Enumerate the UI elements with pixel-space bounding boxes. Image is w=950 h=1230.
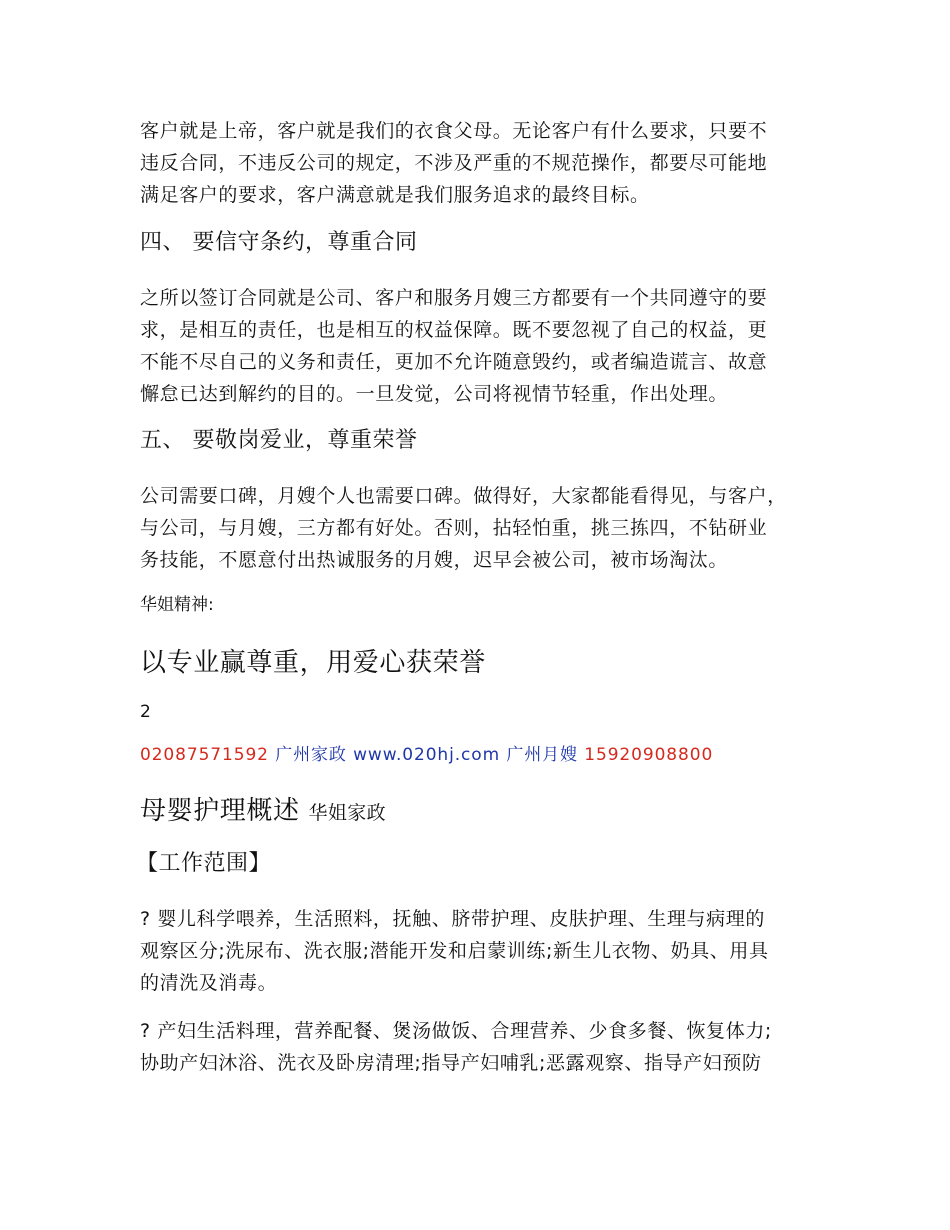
text-line: 与公司，与月嫂，三方都有好处。否则，拈轻怕重，挑三拣四，不钻研业 xyxy=(140,517,768,539)
page-number: 2 xyxy=(140,702,151,722)
contact-label-maternity: 广州月嫂 xyxy=(506,745,578,765)
text-line: 求，是相互的责任，也是相互的权益保障。既不要忽视了自己的权益，更 xyxy=(140,319,768,341)
list-item-infant-care xyxy=(140,903,830,999)
text-line: ? 产妇生活料理，营养配餐、煲汤做饭、合理营养、少食多餐、恢复体力; xyxy=(140,1020,772,1042)
spirit-slogan: 以专业赢尊重，用爱心获荣誉 xyxy=(140,648,486,678)
phone-number-mobile: 15920908800 xyxy=(584,745,714,765)
scope-heading: 【工作范围】 xyxy=(136,851,272,876)
contact-line xyxy=(140,742,830,768)
paragraph-customer-first xyxy=(140,115,830,211)
text-line: 违反合同，不违反公司的规定，不涉及严重的不规范操作，都要尽可能地 xyxy=(140,152,768,174)
spirit-label: 华姐精神: xyxy=(140,595,214,615)
paragraph-reputation xyxy=(140,480,830,576)
text-line: 之所以签订合同就是公司、客户和服务月嫂三方都要有一个共同遵守的要 xyxy=(140,287,768,309)
phone-number-landline: 02087571592 xyxy=(140,745,269,765)
paragraph-contract xyxy=(140,282,830,410)
section-title-text: 母婴护理概述 xyxy=(140,796,300,826)
text-line: 满足客户的要求，客户满意就是我们服务追求的最终目标。 xyxy=(140,184,650,206)
text-line: 懈怠已达到解约的目的。一旦发觉，公司将视情节轻重，作出处理。 xyxy=(140,383,729,405)
contact-label-housekeeping: 广州家政 xyxy=(275,745,347,765)
section-title xyxy=(140,793,830,831)
text-line: 观察区分;洗尿布、洗衣服;潜能开发和启蒙训练;新生儿衣物、奶具、用具 xyxy=(140,940,769,962)
text-line: ? 婴儿科学喂养，生活照料，抚触、脐带护理、皮肤护理、生理与病理的 xyxy=(140,908,765,930)
section-subtitle: 华姐家政 xyxy=(308,802,387,824)
website-link[interactable]: www.020hj.com xyxy=(353,745,501,765)
text-line: 客户就是上帝，客户就是我们的衣食父母。无论客户有什么要求，只要不 xyxy=(140,120,768,142)
heading-section-four: 四、 要信守条约，尊重合同 xyxy=(140,230,418,255)
text-line: 公司需要口碑，月嫂个人也需要口碑。做得好，大家都能看得见，与客户， xyxy=(140,485,787,507)
text-line: 协助产妇沐浴、洗衣及卧房清理;指导产妇哺乳;恶露观察、指导产妇预防 xyxy=(140,1052,762,1074)
text-line: 的清洗及消毒。 xyxy=(140,972,278,994)
text-line: 务技能，不愿意付出热诚服务的月嫂，迟早会被公司，被市场淘汰。 xyxy=(140,549,729,571)
heading-section-five: 五、 要敬岗爱业，尊重荣誉 xyxy=(140,428,418,453)
text-line: 不能不尽自己的义务和责任，更加不允许随意毁约，或者编造谎言、故意 xyxy=(140,351,768,373)
list-item-mother-care xyxy=(140,1015,830,1079)
